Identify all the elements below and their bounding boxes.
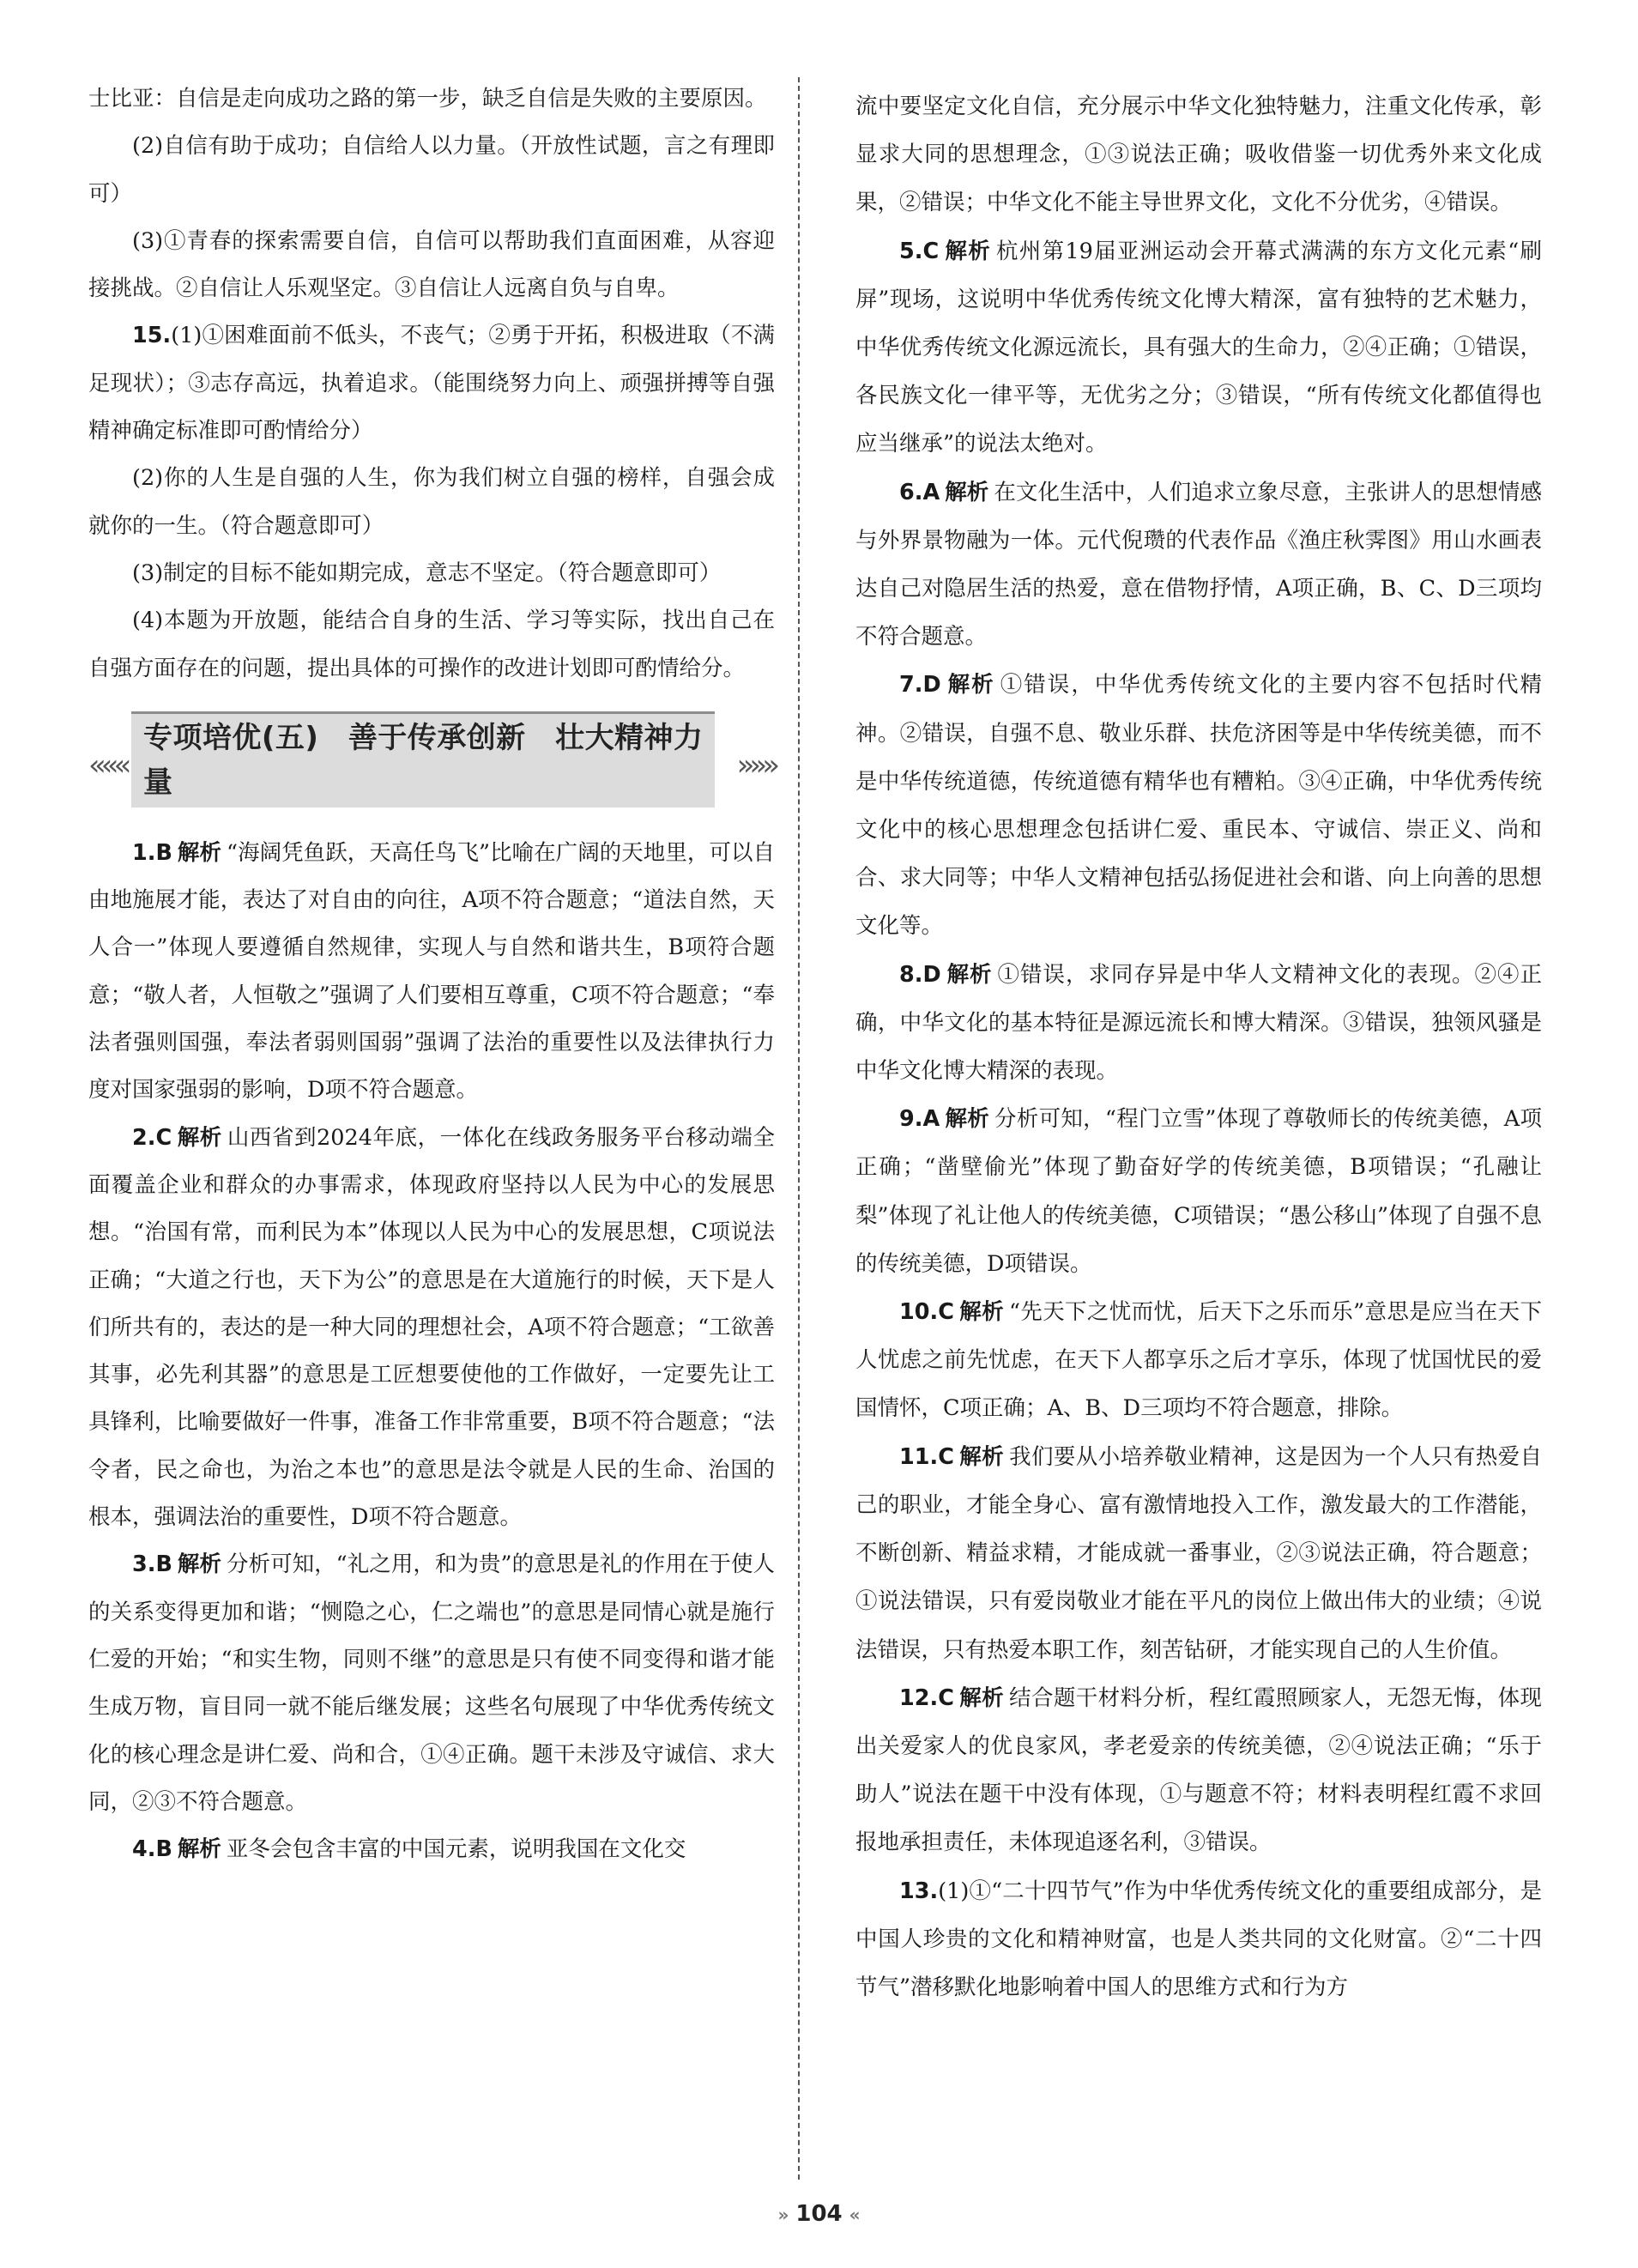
paragraph: (2)你的人生是自强的人生，你为我们树立自强的榜样，自强会成就你的一生。（符合题意即可） [88,465,775,539]
question-3: 3.B 解析 分析可知，“礼之用，和为贵”的意思是礼的作用在于使人的关系变得更加和谐；“恻隐之心，仁之端也”的意思是同情心就是施行仁爱的开始；“和实生物，同则不继”的意思是只有使不同变得和谐才能生成万物，盲目同一就不能后继发展；这些名句展现了中华优秀传统文化的核心理念是讲仁爱、尚和合，①④正确。题干未涉及守诚信、求大同，②③不符合题意。 [88,1551,775,1815]
paragraph: 士比亚：自信是走向成功之路的第一步，缺乏自信是失败的主要原因。 [88,86,767,112]
analysis-label: 解析 [944,238,992,264]
arrow-right-icon: » [777,2204,789,2225]
analysis-label: 解析 [177,1551,221,1578]
section-title: 专项培优(五) 善于传承创新 壮大精神力量 [131,711,715,807]
question-12: 12.C 解析 结合题干材料分析，程红霞照顾家人，无怨无悔，体现出关爱家人的优良家风，孝老爱亲的传统美德，②④说法正确；“乐于助人”说法在题干中没有体现，①与题意不符；材料表明程红霞不求回报地承担责任，未体现追逐名利，③错误。 [855,1684,1542,1856]
analysis-label: 解析 [958,1299,1004,1326]
analysis-label: 解析 [177,839,221,866]
paragraph: (2)自信有助于成功；自信给人以力量。（开放性试题，言之有理即可） [88,133,775,207]
analysis-label: 解析 [946,961,993,988]
question-8: 8.D 解析 ①错误，求同存异是中华人文精神文化的表现。②④正确，中华文化的基本特征是源远流长和博大精深。③错误，独领风骚是中华文化博大精深的表现。 [855,961,1542,1085]
section-banner [88,711,775,807]
analysis-label: 解析 [958,1443,1005,1470]
question-13: 13.(1)①“二十四节气”作为中华优秀传统文化的重要组成部分，是中国人珍贵的文化和精神财富，也是人类共同的文化财富。②“二十四节气”潜移默化地影响着中国人的思维方式和行为方 [855,1878,1542,2000]
question-6: 6.A 解析 在文化生活中，人们追求立象尽意，主张讲人的思想情感与外界景物融为一体。元代倪瓒的代表作品《渔庄秋霁图》用山水画表达自己对隐居生活的热爱，意在借物抒情，A项正确，B、C、D三项均不符合题意。 [855,479,1542,650]
question-4: 4.B 解析 亚冬会包含丰富的中国元素，说明我国在文化交 [132,1836,686,1863]
question-11: 11.C 解析 我们要从小培养敬业精神，这是因为一个人只有热爱自己的职业，才能全身心、富有激情地投入工作，激发最大的工作潜能，不断创新、精益求精，才能成就一番事业，②③说法正确，符合题意；①说法错误，只有爱岗敬业才能在平凡的岗位上做出伟大的业绩；④说法错误，只有热爱本职工作，刻苦钻研，才能实现自己的人生价值。 [855,1443,1542,1663]
paragraph: (4)本题为开放题，能结合自身的生活、学习等实际，找出自己在自强方面存在的问题，提出具体的可操作的改进计划即可酌情给分。 [88,608,775,681]
column-divider [798,77,800,2180]
question-9: 9.A 解析 分析可知，“程门立雪”体现了尊敬师长的传统美德，A项正确；“凿壁偷光”体现了勤奋好学的传统美德，B项错误；“孔融让梨”体现了礼让他人的传统美德，C项错误；“愚公移山”体现了自强不息的传统美德，D项错误。 [855,1106,1542,1277]
question-10: 10.C 解析 “先天下之忧而忧，后天下之乐而乐”意思是应当在天下人忧虑之前先忧虑，在天下人都享乐之后才享乐，体现了忧国忧民的爱国情怀，C项正确；A、B、D三项均不符合题意，排除。 [855,1299,1542,1422]
paragraph: 流中要坚定文化自信，充分展示中华文化独特魅力，注重文化传承，彰显求大同的思想理念，①③说法正确；吸收借鉴一切优秀外来文化成果，②错误；中华文化不能主导世界文化，文化不分优劣，④错误。 [855,94,1542,216]
question-5: 5.C 解析 杭州第19届亚洲运动会开幕式满满的东方文化元素“刷屏”现场，这说明中华优秀传统文化博大精深，富有独特的艺术魅力，中华优秀传统文化源远流长，具有强大的生命力，②④正确；①错误，各民族文化一律平等，无优劣之分；③错误，“所有传统文化都值得也应当继承”的说法太绝对。 [855,238,1542,457]
analysis-label: 解析 [945,1106,990,1133]
page-footer [0,2201,1638,2227]
page-number: 104 [795,2201,843,2227]
right-column [855,82,1542,2011]
analysis-label: 解析 [945,479,989,505]
paragraph: (3)制定的目标不能如期完成，意志不坚定。（符合题意即可） [132,559,722,586]
question-1: 1.B 解析 “海阔凭鱼跃，天高任鸟飞”比喻在广阔的天地里，可以自由地施展才能，表达了对自由的向往，A项不符合题意；“道法自然，天人合一”体现人要遵循自然规律，实现人与自然和谐共生，B项符合题意；“敬人者，人恒敬之”强调了人们要相互尊重，C项不符合题意；“奉法者强则国强，奉法者弱则国弱”强调了法治的重要性以及法律执行力度对国家强弱的影响，D项不符合题意。 [88,839,775,1104]
arrow-left-icon: « [849,2204,861,2225]
analysis-label: 解析 [177,1124,222,1151]
question-15: 15.(1)①困难面前不低头，不丧气；②勇于开拓，积极进取（不满足现状）；③志存高远，执着追求。（能围绕努力向上、顽强拼搏等自强精神确定标准即可酌情给分） [88,323,775,445]
question-7: 7.D 解析 ①错误，中华优秀传统文化的主要内容不包括时代精神。②错误，自强不息、敬业乐群、扶危济困等是中华传统美德，而不是中华传统道德，传统道德有精华也有糟粕。③④正确，中华优秀传统文化中的核心思想理念包括讲仁爱、重民本、守诚信、崇正义、尚和合、求大同等；中华人文精神包括弘扬促进社会和谐、向上向善的思想文化等。 [855,672,1542,940]
paragraph: (3)①青春的探索需要自信，自信可以帮助我们直面困难，从容迎接挑战。②自信让人乐观坚定。③自信让人远离自负与自卑。 [88,227,775,302]
left-column [88,76,775,1873]
question-2: 2.C 解析 山西省到2024年底，一体化在线政务服务平台移动端全面覆盖企业和群众的办事需求，体现政府坚持以人民为中心的发展思想。“治国有常，而利民为本”体现以人民为中心的发展思想，C项说法正确；“大道之行也，天下为公”的意思是在大道施行的时候，天下是人们所共有的，表达的是一种大同的理想社会，A项不符合题意；“工欲善其事，必先利其器”的意思是工匠想要使他的工作做好，一定要先让工具锋利，比喻要做好一件事，准备工作非常重要，B项不符合题意；“法令者，民之命也，为治之本也”的意思是法令就是人民的生命、治国的根本，强调法治的重要性，D项不符合题意。 [88,1124,775,1531]
chevron-left-icon: ««« [88,747,127,783]
analysis-label: 解析 [958,1684,1005,1711]
analysis-label: 解析 [177,1836,221,1863]
question-number: 15. [132,323,172,349]
analysis-label: 解析 [946,672,995,699]
chevron-right-icon: »»» [736,747,775,783]
